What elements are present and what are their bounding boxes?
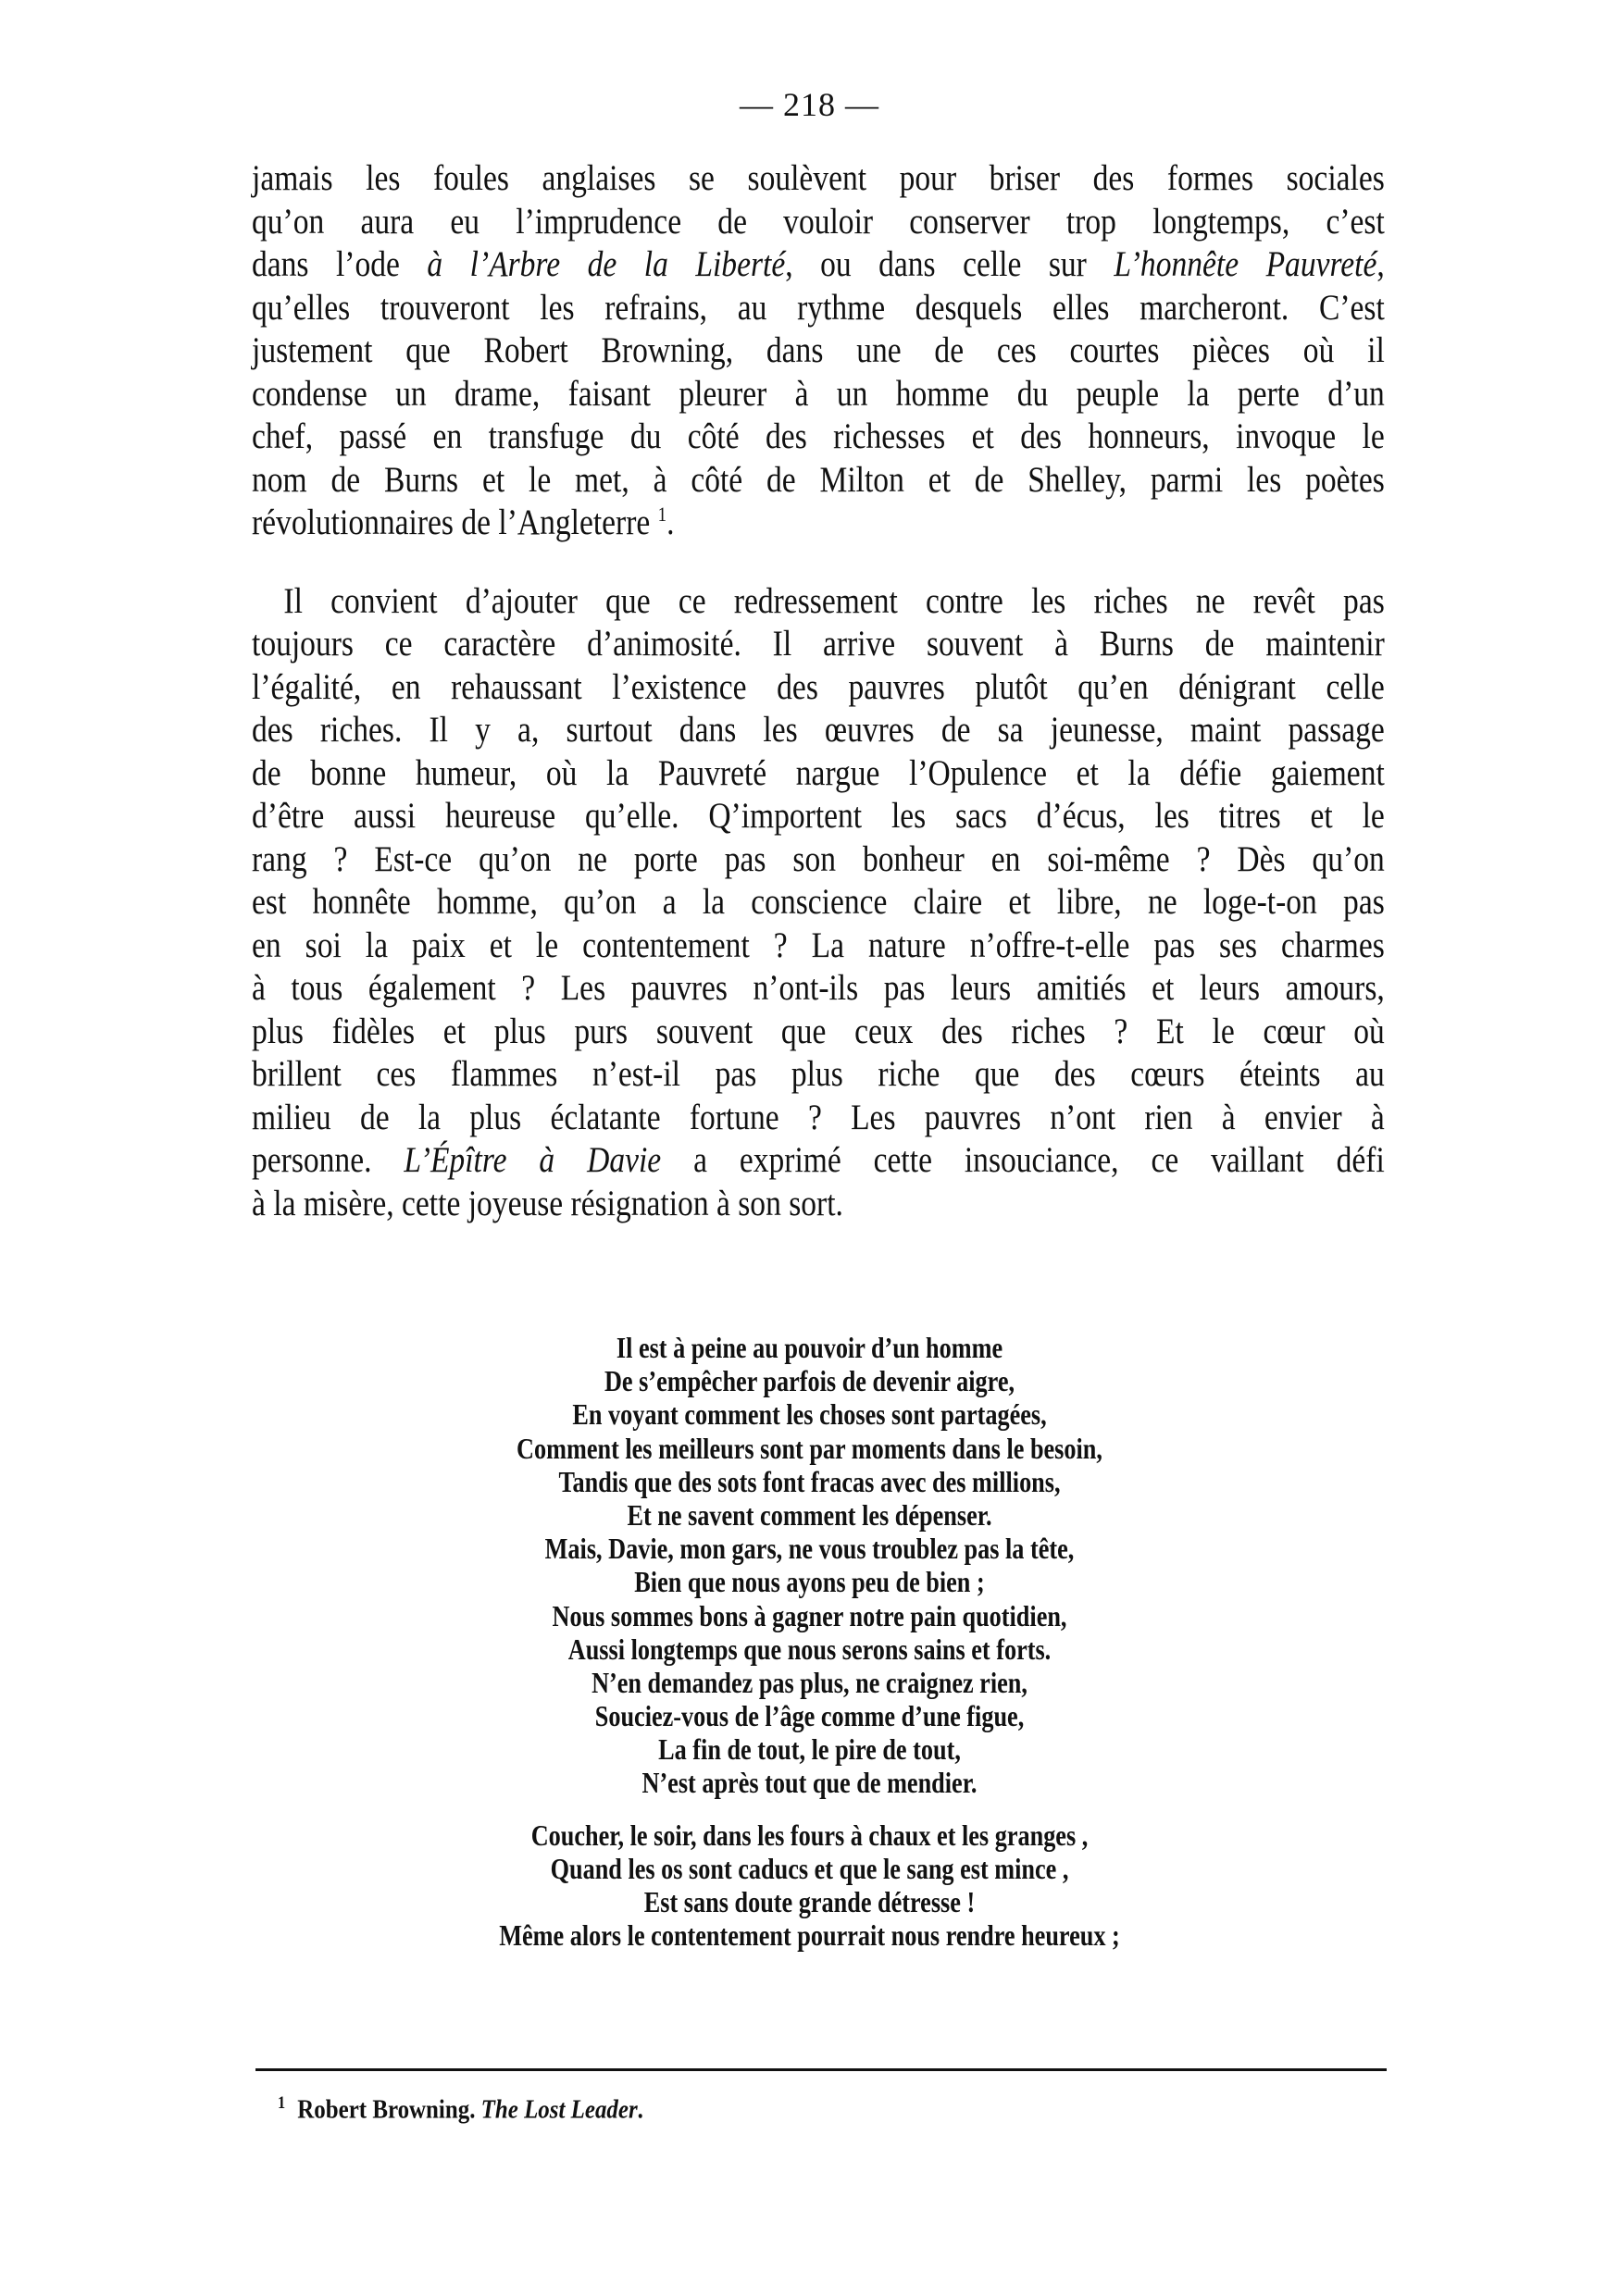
stanza-gap <box>0 1800 1619 1818</box>
text-line <box>252 1053 1385 1097</box>
text-segment: dans l’ode <box>252 244 428 284</box>
text-segment: des riches. Il y a, surtout dans les œuvres de sa jeunesse, maint passage <box>252 710 1385 750</box>
text-line <box>252 243 1385 287</box>
text-segment: nom de Burns et le met, à côté de Milton et de Shelley, parmi les poètes <box>252 459 1385 500</box>
text-line <box>252 459 1385 503</box>
text-line <box>252 287 1385 330</box>
verse-line: Est sans doute grande détresse ! <box>643 1885 976 1918</box>
text-segment: , ou dans celle sur <box>785 244 1115 284</box>
footnote-mark: 1 <box>278 2093 286 2113</box>
paragraph-gap <box>252 545 1385 580</box>
text-segment: Il convient d’ajouter que ce redressement contre les riches ne revêt pas <box>283 580 1385 621</box>
footnote-reference[interactable]: 1 <box>657 503 667 526</box>
verse-line: Aussi longtemps que nous serons sains et forts. <box>567 1632 1052 1666</box>
text-segment: d’être aussi heureuse qu’elle. Q’importent les sacs d’écus, les titres et le <box>252 796 1385 836</box>
text-line <box>252 752 1385 796</box>
page-number: — 218 — <box>740 86 879 123</box>
italic-title: L’Épître à Davie <box>404 1140 662 1180</box>
text-segment: en soi la paix et le contentement ? La nature n’offre-t-elle pas ses charmes <box>252 925 1385 965</box>
footnote <box>278 2093 643 2126</box>
verse-line: La fin de tout, le pire de tout, <box>658 1732 961 1767</box>
text-segment: plus fidèles et plus purs souvent que ceux des riches ? Et le cœur où <box>252 1011 1385 1051</box>
italic-title: L’honnête Pauvreté <box>1114 244 1377 284</box>
text-segment: à la misère, cette joyeuse résignation à son sort. <box>252 1183 843 1223</box>
verse-line: En voyant comment les choses sont partagées, <box>572 1397 1047 1432</box>
text-segment: , <box>1376 244 1385 284</box>
poem-block <box>0 1331 1619 1952</box>
text-segment: toujours ce caractère d’animosité. Il arrive souvent à Burns de maintenir <box>252 624 1385 664</box>
footnote-after: . <box>637 2094 643 2125</box>
text-line <box>252 838 1385 882</box>
text-line <box>252 925 1385 968</box>
verse-line: Et ne savent comment les dépenser. <box>627 1497 992 1532</box>
footnote-title: The Lost Leader <box>480 2094 638 2125</box>
text-segment: justement que Robert Browning, dans une de ces courtes pièces où il <box>252 330 1385 370</box>
text-segment: qu’elles trouveront les refrains, au rythme desquels elles marcheront. C’est <box>252 287 1385 328</box>
verse-line: Même alors le contentement pourrait nous rendre heureux ; <box>499 1918 1120 1953</box>
verse-line: Nous sommes bons à gagner notre pain quotidien, <box>552 1598 1067 1632</box>
text-segment: qu’on aura eu l’imprudence de vouloir conserver trop longtemps, c’est <box>252 201 1385 242</box>
verse-line: Comment les meilleurs sont par moments dans le besoin, <box>517 1431 1102 1465</box>
text-line <box>252 416 1385 459</box>
text-segment: de bonne humeur, où la Pauvreté nargue l’Opulence et la défie gaiement <box>252 752 1385 793</box>
text-segment: à tous également ? Les pauvres n’ont-ils pas leurs amitiés et leurs amours, <box>252 968 1385 1008</box>
verse-line: Bien que nous ayons peu de bien ; <box>634 1565 985 1599</box>
stanza <box>0 1818 1619 1953</box>
text-segment: est honnête homme, qu’on a la conscience claire et libre, ne loge-t-on pas <box>252 882 1385 922</box>
verse-line: Souciez-vous de l’âge comme d’une figue, <box>594 1699 1025 1733</box>
text-segment: a exprimé cette insouciance, ce vaillant défi <box>661 1140 1385 1180</box>
text-line <box>252 1011 1385 1054</box>
verse-line: Tandis que des sots font fracas avec des millions, <box>558 1464 1061 1498</box>
verse-line: Mais, Davie, mon gars, ne vous troublez pas la tête, <box>544 1532 1075 1566</box>
stanza <box>0 1331 1619 1800</box>
paragraph <box>252 157 1385 545</box>
body-text <box>252 157 1385 1225</box>
footnote-author: Robert Browning. <box>297 2094 476 2125</box>
verse-line: N’est après tout que de mendier. <box>641 1766 978 1800</box>
text-line <box>252 666 1385 710</box>
text-line <box>252 881 1385 925</box>
paragraph <box>252 580 1385 1226</box>
text-line <box>252 1097 1385 1140</box>
text-segment: l’égalité, en rehaussant l’existence des pauvres plutôt qu’en dénigrant celle <box>252 666 1385 707</box>
text-segment: rang ? Est-ce qu’on ne porte pas son bonheur en soi-même ? Dès qu’on <box>252 838 1385 879</box>
verse-line: N’en demandez pas plus, ne craignez rien, <box>592 1665 1027 1699</box>
text-line <box>252 623 1385 666</box>
text-segment: personne. <box>252 1140 405 1180</box>
text-line <box>252 709 1385 752</box>
verse-line: De s’empêcher parfois de devenir aigre, <box>604 1364 1015 1398</box>
text-segment: brillent ces flammes n’est-il pas plus riche que des cœurs éteints au <box>252 1054 1385 1094</box>
text-line <box>252 329 1385 373</box>
text-line <box>252 967 1385 1011</box>
text-line <box>252 795 1385 838</box>
text-line <box>252 502 1385 545</box>
text-segment: milieu de la plus éclatante fortune ? Les pauvres n’ont rien à envier à <box>252 1097 1385 1137</box>
footnote-divider <box>255 2068 1387 2071</box>
text-line <box>252 1139 1385 1183</box>
text-line <box>252 373 1385 416</box>
text-segment: jamais les foules anglaises se soulèvent pour briser des formes sociales <box>252 158 1385 198</box>
italic-title: à l’Arbre de la Liberté <box>427 244 786 284</box>
verse-line: Quand les os sont caducs et que le sang est mince , <box>550 1851 1069 1885</box>
text-segment: . <box>666 503 675 542</box>
text-segment: condense un drame, faisant pleurer à un homme du peuple la perte d’un <box>252 373 1385 414</box>
verse-line: Il est à peine au pouvoir d’un homme <box>616 1331 1003 1364</box>
text-line <box>252 1183 1385 1226</box>
text-segment: révolutionnaires de l’Angleterre <box>252 503 658 542</box>
text-line <box>252 201 1385 244</box>
verse-line: Coucher, le soir, dans les fours à chaux et les granges , <box>530 1818 1089 1852</box>
text-segment: chef, passé en transfuge du côté des richesses et des honneurs, invoque le <box>252 416 1385 456</box>
text-line <box>252 580 1385 624</box>
text-line <box>252 157 1385 201</box>
